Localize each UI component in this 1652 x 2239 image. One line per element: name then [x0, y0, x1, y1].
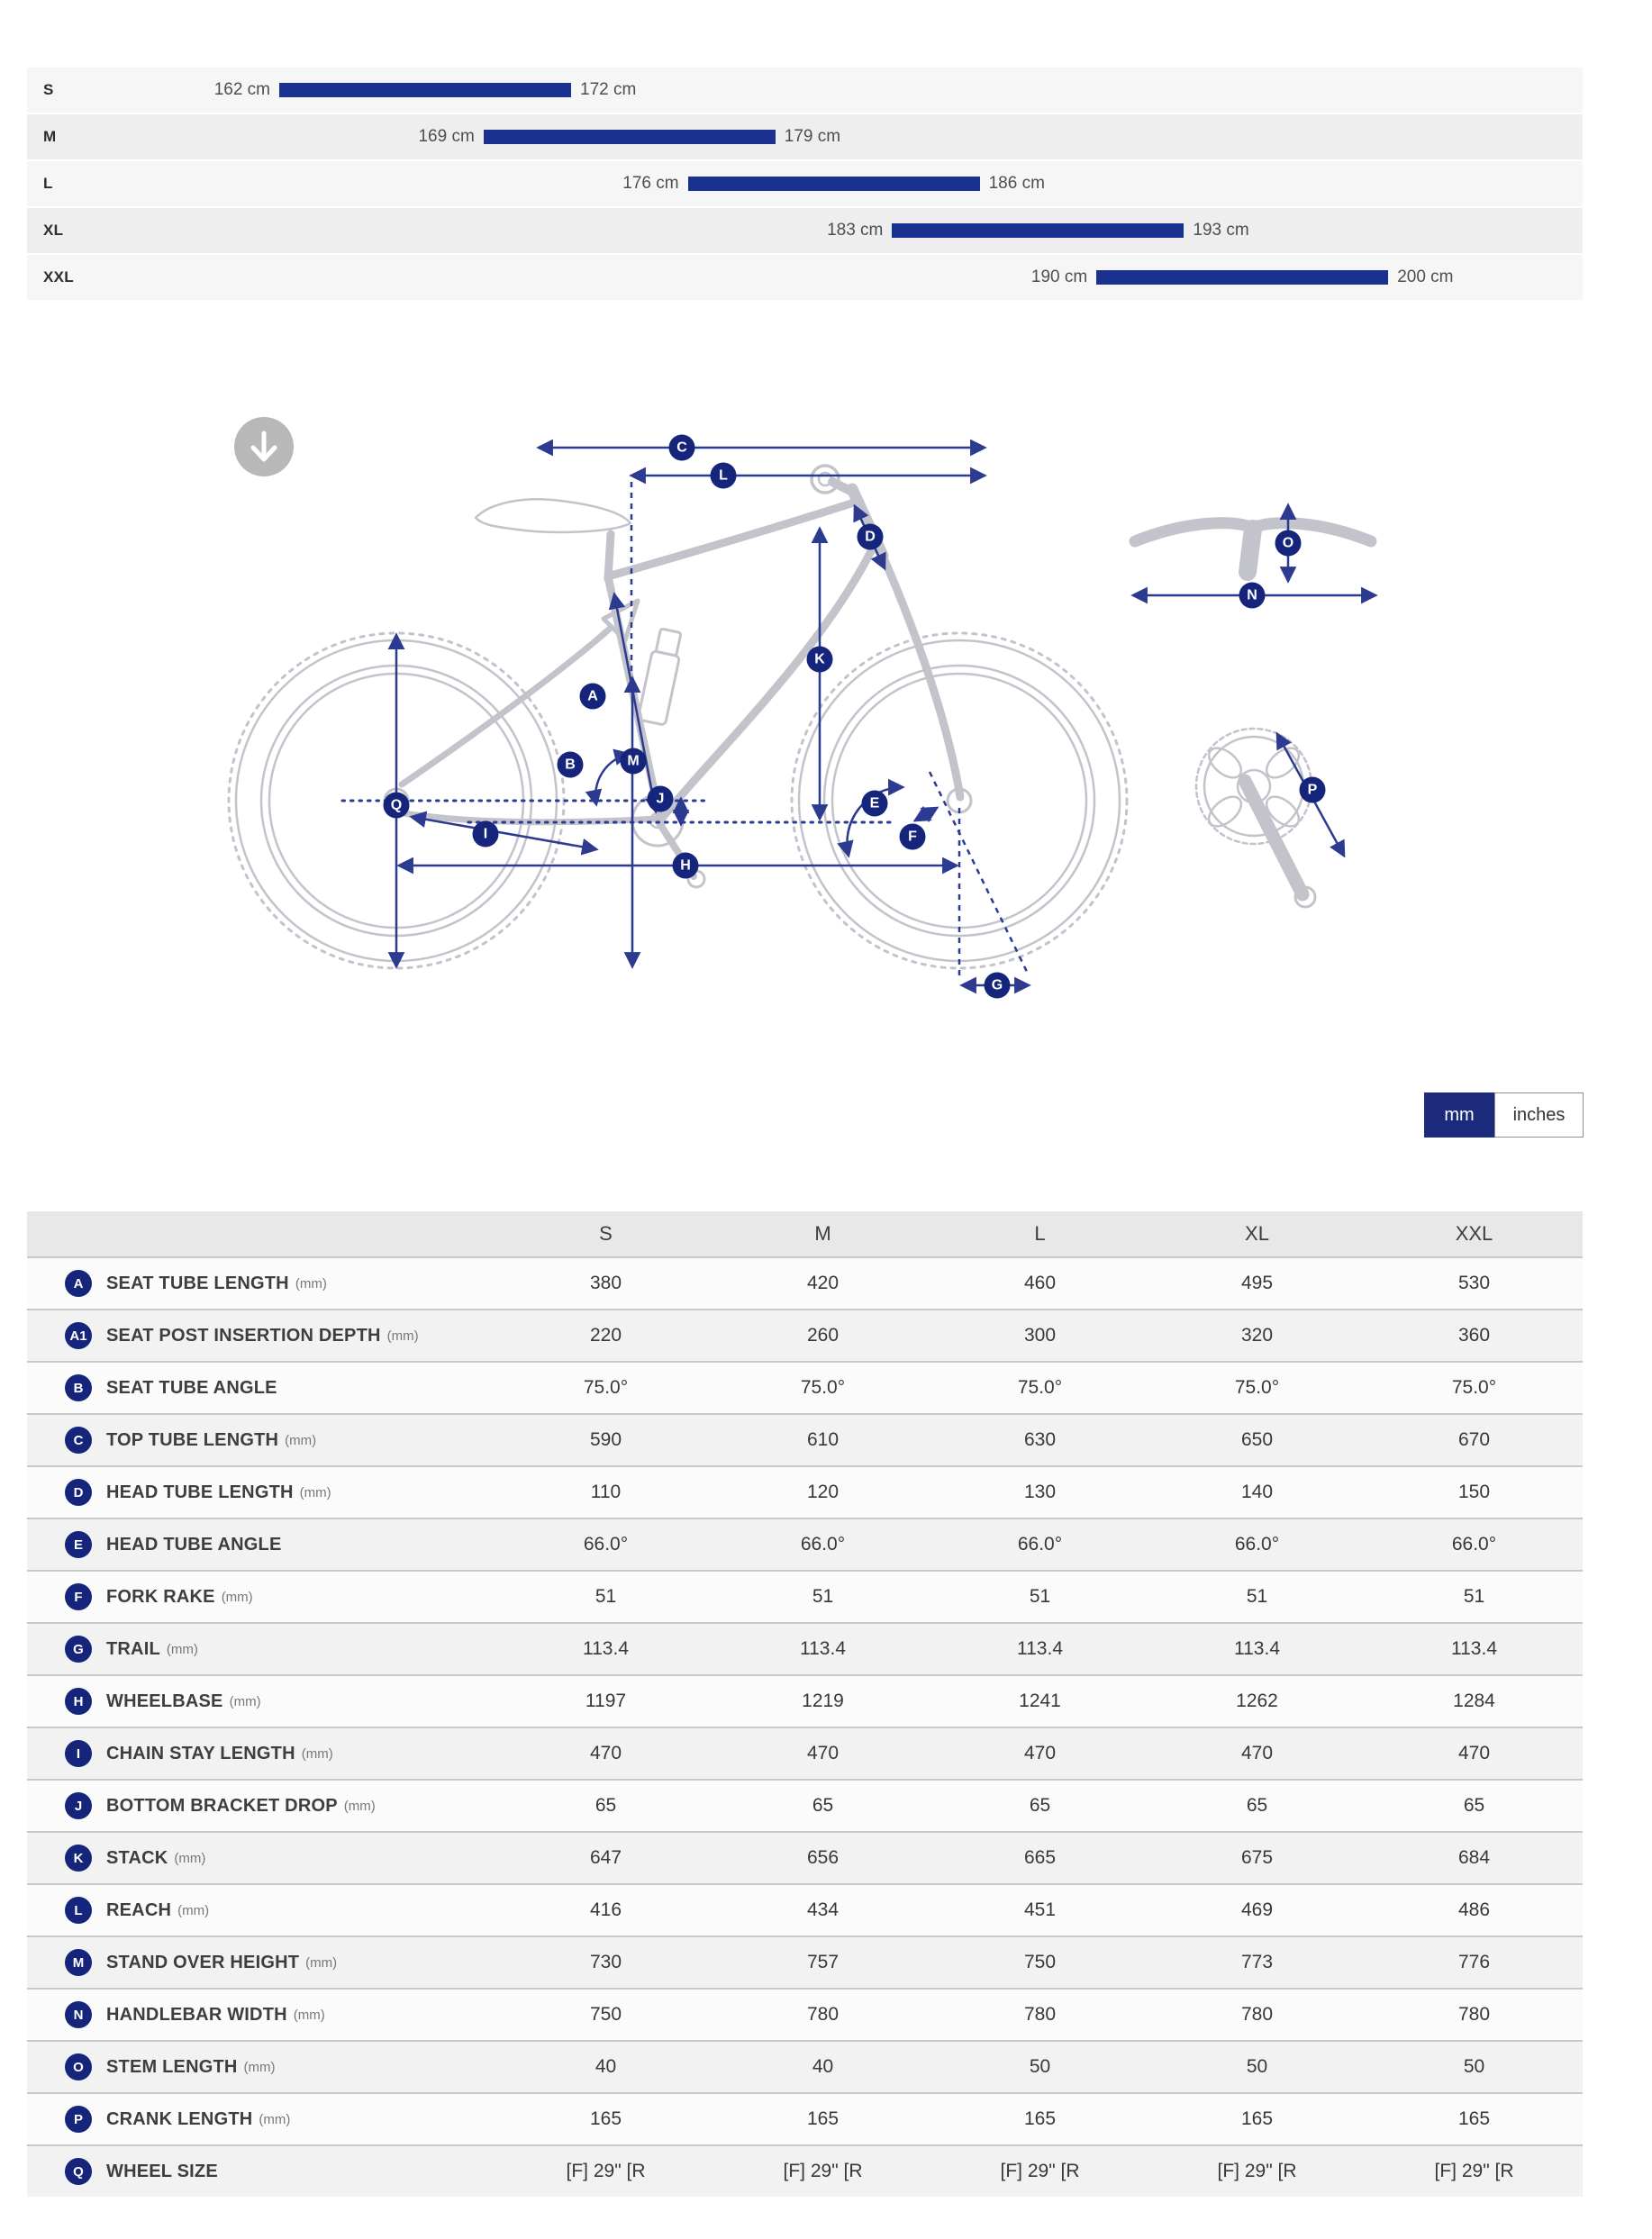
value-I-S: 470: [589, 1743, 622, 1763]
row-badge-Q: Q: [65, 2158, 92, 2185]
value-J-L: 65: [1029, 1795, 1051, 1816]
row-label: WHEELBASE: [106, 1691, 223, 1711]
value-A1-M: 260: [806, 1325, 840, 1346]
row-badge-J: J: [65, 1792, 92, 1819]
diagram-badge-H: [673, 853, 699, 879]
table-row-J: [27, 1779, 1583, 1831]
row-unit: (mm): [301, 1745, 333, 1762]
diagram-badge-C: [669, 435, 695, 461]
column-header-XXL: XXL: [1455, 1222, 1493, 1245]
value-G-M: 113.4: [800, 1638, 846, 1659]
height-max-label: 179 cm: [784, 127, 841, 146]
height-row-M: [27, 114, 1583, 159]
row-badge-L: L: [65, 1897, 92, 1924]
value-D-XL: 140: [1240, 1482, 1274, 1502]
value-C-S: 590: [589, 1429, 622, 1450]
height-row-XL: [27, 208, 1583, 253]
table-row-A1: [27, 1309, 1583, 1361]
table-row-O: [27, 2040, 1583, 2092]
row-label: FORK RAKE: [106, 1586, 215, 1607]
unit-toggle: [1424, 1092, 1584, 1138]
row-unit: (mm): [174, 1850, 206, 1866]
row-label: STACK: [106, 1847, 168, 1868]
value-F-M: 51: [812, 1586, 834, 1607]
value-K-S: 647: [589, 1847, 622, 1868]
row-label: SEAT TUBE LENGTH: [106, 1273, 289, 1293]
size-label: M: [43, 128, 57, 145]
scroll-down-button[interactable]: [234, 417, 294, 476]
value-M-XL: 773: [1240, 1952, 1274, 1972]
table-row-B: [27, 1361, 1583, 1413]
row-label: WHEEL SIZE: [106, 2161, 218, 2181]
size-label: XXL: [43, 268, 74, 286]
value-E-XXL: 66.0°: [1451, 1534, 1497, 1555]
value-F-L: 51: [1029, 1586, 1051, 1607]
value-K-XL: 675: [1240, 1847, 1274, 1868]
value-M-S: 730: [589, 1952, 622, 1972]
svg-text:O: O: [1282, 535, 1294, 551]
table-row-E: [27, 1518, 1583, 1570]
diagram-badge-I: [473, 821, 499, 848]
row-badge-O: O: [65, 2053, 92, 2080]
diagram-badge-J: [648, 786, 674, 812]
row-unit: (mm): [305, 1954, 338, 1971]
value-I-M: 470: [806, 1743, 840, 1763]
value-F-XL: 51: [1246, 1586, 1268, 1607]
table-row-L: [27, 1883, 1583, 1935]
height-max-label: 193 cm: [1193, 221, 1249, 240]
value-M-L: 750: [1023, 1952, 1057, 1972]
diagram-badge-B: [558, 752, 584, 778]
value-C-L: 630: [1023, 1429, 1057, 1450]
height-max-label: 172 cm: [580, 80, 637, 99]
value-L-L: 451: [1023, 1899, 1057, 1920]
row-badge-K: K: [65, 1845, 92, 1872]
diagram-badge-O: [1275, 530, 1302, 557]
value-P-L: 165: [1023, 2108, 1057, 2129]
row-unit: (mm): [299, 1484, 331, 1500]
row-unit: (mm): [221, 1589, 253, 1605]
value-A1-L: 300: [1023, 1325, 1057, 1346]
value-C-XXL: 670: [1457, 1429, 1491, 1450]
row-badge-B: B: [65, 1374, 92, 1401]
value-K-L: 665: [1023, 1847, 1057, 1868]
height-min-label: 190 cm: [1030, 267, 1088, 286]
row-unit: (mm): [285, 1432, 317, 1448]
height-max-label: 186 cm: [988, 174, 1045, 193]
height-min-label: 176 cm: [622, 174, 679, 193]
diagram-badge-P: [1300, 777, 1326, 803]
value-O-XL: 50: [1246, 2056, 1268, 2077]
inches-toggle-button[interactable]: inches: [1494, 1092, 1584, 1138]
row-unit: (mm): [259, 2111, 291, 2127]
value-D-XXL: 150: [1457, 1482, 1491, 1502]
row-label: CHAIN STAY LENGTH: [106, 1743, 295, 1763]
diagram-badge-K: [807, 647, 833, 673]
value-A-M: 420: [806, 1273, 840, 1293]
value-G-XL: 113.4: [1234, 1638, 1280, 1659]
table-row-N: [27, 1988, 1583, 2040]
value-Q-XXL: [F] 29" [R: [1434, 2161, 1514, 2181]
height-min-label: 183 cm: [827, 221, 884, 240]
row-unit: (mm): [343, 1798, 376, 1814]
row-badge-A1: A1: [65, 1322, 92, 1349]
row-unit: (mm): [293, 2007, 325, 2023]
bike-outline: [229, 466, 1371, 968]
svg-text:A: A: [587, 688, 598, 704]
svg-text:H: H: [680, 857, 691, 874]
value-O-XXL: 50: [1463, 2056, 1485, 2077]
value-H-XXL: 1284: [1453, 1691, 1495, 1711]
row-badge-E: E: [65, 1531, 92, 1558]
row-badge-P: P: [65, 2106, 92, 2133]
row-label: HEAD TUBE ANGLE: [106, 1534, 282, 1555]
height-row-S: [27, 68, 1583, 113]
value-A-XXL: 530: [1457, 1273, 1491, 1293]
row-label: STEM LENGTH: [106, 2056, 238, 2077]
row-label: SEAT TUBE ANGLE: [106, 1377, 277, 1398]
row-label: TRAIL: [106, 1638, 160, 1659]
value-O-M: 40: [812, 2056, 834, 2077]
value-K-M: 656: [806, 1847, 840, 1868]
column-header-M: M: [814, 1222, 831, 1245]
value-N-L: 780: [1023, 2004, 1057, 2025]
value-E-XL: 66.0°: [1234, 1534, 1280, 1555]
row-unit: (mm): [243, 2059, 276, 2075]
value-G-L: 113.4: [1017, 1638, 1063, 1659]
row-badge-C: C: [65, 1427, 92, 1454]
value-M-XXL: 776: [1457, 1952, 1491, 1972]
value-D-M: 120: [806, 1482, 840, 1502]
row-badge-I: I: [65, 1740, 92, 1767]
row-label: TOP TUBE LENGTH: [106, 1429, 279, 1450]
height-range-bar: [484, 130, 776, 144]
value-M-M: 757: [806, 1952, 840, 1972]
size-label: XL: [43, 222, 64, 239]
value-A-S: 380: [589, 1273, 622, 1293]
table-row-K: [27, 1831, 1583, 1883]
height-range-bar: [892, 223, 1184, 238]
mm-toggle-button[interactable]: mm: [1424, 1092, 1494, 1138]
geometry-table: [27, 1211, 1583, 2197]
column-header-XL: XL: [1245, 1222, 1269, 1245]
svg-text:D: D: [865, 529, 876, 545]
value-H-XL: 1262: [1236, 1691, 1278, 1711]
height-min-label: 162 cm: [213, 80, 270, 99]
height-max-label: 200 cm: [1397, 267, 1454, 286]
table-row-A: [27, 1256, 1583, 1309]
column-header-S: S: [599, 1222, 613, 1245]
value-P-XL: 165: [1240, 2108, 1274, 2129]
row-badge-D: D: [65, 1479, 92, 1506]
value-O-L: 50: [1029, 2056, 1051, 2077]
table-row-H: [27, 1674, 1583, 1727]
height-min-label: 169 cm: [418, 127, 475, 146]
diagram-badge-M: [621, 748, 647, 775]
diagram-badge-A: [580, 684, 606, 710]
value-P-M: 165: [806, 2108, 840, 2129]
row-label: SEAT POST INSERTION DEPTH: [106, 1325, 381, 1346]
value-K-XXL: 684: [1457, 1847, 1491, 1868]
table-header-row: [27, 1211, 1583, 1256]
diagram-badge-N: [1239, 583, 1266, 609]
value-I-XL: 470: [1240, 1743, 1274, 1763]
svg-text:N: N: [1247, 587, 1257, 603]
diagram-badge-E: [862, 791, 888, 817]
value-E-M: 66.0°: [800, 1534, 846, 1555]
row-label: HEAD TUBE LENGTH: [106, 1482, 294, 1502]
value-D-L: 130: [1023, 1482, 1057, 1502]
row-unit: (mm): [166, 1641, 198, 1657]
value-D-S: 110: [590, 1482, 622, 1502]
value-O-S: 40: [595, 2056, 617, 2077]
value-E-S: 66.0°: [583, 1534, 629, 1555]
value-C-XL: 650: [1240, 1429, 1274, 1450]
row-badge-H: H: [65, 1688, 92, 1715]
value-L-M: 434: [806, 1899, 840, 1920]
table-row-C: [27, 1413, 1583, 1465]
size-label: S: [43, 81, 54, 98]
row-unit: (mm): [295, 1275, 327, 1292]
svg-text:M: M: [627, 753, 640, 769]
value-C-M: 610: [806, 1429, 840, 1450]
value-I-L: 470: [1023, 1743, 1057, 1763]
value-L-S: 416: [589, 1899, 622, 1920]
diagram-badge-F: [900, 824, 926, 850]
value-G-XXL: 113.4: [1451, 1638, 1497, 1659]
row-badge-M: M: [65, 1949, 92, 1976]
value-E-L: 66.0°: [1017, 1534, 1063, 1555]
row-unit: (mm): [177, 1902, 210, 1918]
value-J-S: 65: [595, 1795, 617, 1816]
value-N-XL: 780: [1240, 2004, 1274, 2025]
value-Q-L: [F] 29" [R: [1000, 2161, 1080, 2181]
value-N-XXL: 780: [1457, 2004, 1491, 2025]
svg-text:C: C: [676, 440, 687, 456]
row-badge-A: A: [65, 1270, 92, 1297]
svg-text:I: I: [483, 826, 488, 842]
value-Q-XL: [F] 29" [R: [1217, 2161, 1297, 2181]
value-A1-XXL: 360: [1457, 1325, 1491, 1346]
diagram-badge-L: [711, 463, 737, 489]
value-B-S: 75.0°: [583, 1377, 629, 1398]
row-unit: (mm): [386, 1328, 419, 1344]
svg-text:G: G: [991, 977, 1003, 993]
row-label: REACH: [106, 1899, 172, 1920]
row-label: HANDLEBAR WIDTH: [106, 2004, 287, 2025]
diagram-badge-G: [985, 973, 1011, 999]
svg-text:J: J: [656, 791, 665, 807]
value-B-XXL: 75.0°: [1451, 1377, 1497, 1398]
column-header-L: L: [1034, 1222, 1046, 1245]
svg-text:P: P: [1307, 782, 1318, 798]
row-label: CRANK LENGTH: [106, 2108, 253, 2129]
height-range-bar: [688, 177, 980, 191]
value-P-S: 165: [589, 2108, 622, 2129]
value-H-M: 1219: [802, 1691, 844, 1711]
table-row-Q: [27, 2144, 1583, 2197]
value-B-XL: 75.0°: [1234, 1377, 1280, 1398]
value-A1-S: 220: [589, 1325, 622, 1346]
value-Q-M: [F] 29" [R: [783, 2161, 863, 2181]
size-label: L: [43, 175, 53, 192]
row-label: STAND OVER HEIGHT: [106, 1952, 300, 1972]
value-P-XXL: 165: [1457, 2108, 1491, 2129]
height-range-bar: [279, 83, 571, 97]
height-row-L: [27, 161, 1583, 206]
value-J-XXL: 65: [1463, 1795, 1485, 1816]
value-B-L: 75.0°: [1017, 1377, 1063, 1398]
value-A1-XL: 320: [1240, 1325, 1274, 1346]
row-badge-G: G: [65, 1636, 92, 1663]
value-A-L: 460: [1023, 1273, 1057, 1293]
svg-text:E: E: [869, 795, 880, 811]
value-H-L: 1241: [1019, 1691, 1061, 1711]
value-F-S: 51: [595, 1586, 617, 1607]
value-J-M: 65: [812, 1795, 834, 1816]
row-unit: (mm): [229, 1693, 261, 1709]
svg-text:Q: Q: [390, 797, 403, 813]
value-B-M: 75.0°: [800, 1377, 846, 1398]
value-H-S: 1197: [585, 1691, 627, 1711]
value-L-XL: 469: [1240, 1899, 1274, 1920]
table-row-I: [27, 1727, 1583, 1779]
value-N-S: 750: [589, 2004, 622, 2025]
svg-text:K: K: [814, 651, 825, 667]
value-Q-S: [F] 29" [R: [566, 2161, 646, 2181]
svg-text:F: F: [908, 829, 917, 845]
table-row-D: [27, 1465, 1583, 1518]
row-label: BOTTOM BRACKET DROP: [106, 1795, 338, 1816]
value-G-S: 113.4: [583, 1638, 629, 1659]
table-row-G: [27, 1622, 1583, 1674]
table-row-F: [27, 1570, 1583, 1622]
svg-text:L: L: [719, 467, 728, 484]
geometry-diagram: [27, 266, 1583, 1076]
value-L-XXL: 486: [1457, 1899, 1491, 1920]
value-N-M: 780: [806, 2004, 840, 2025]
value-J-XL: 65: [1246, 1795, 1268, 1816]
row-badge-N: N: [65, 2001, 92, 2028]
table-row-P: [27, 2092, 1583, 2144]
diagram-badge-Q: [384, 793, 410, 819]
value-A-XL: 495: [1240, 1273, 1274, 1293]
value-I-XXL: 470: [1457, 1743, 1491, 1763]
diagram-badge-D: [858, 524, 884, 550]
value-F-XXL: 51: [1463, 1586, 1485, 1607]
table-row-M: [27, 1935, 1583, 1988]
row-badge-F: F: [65, 1583, 92, 1610]
svg-text:B: B: [565, 757, 576, 773]
